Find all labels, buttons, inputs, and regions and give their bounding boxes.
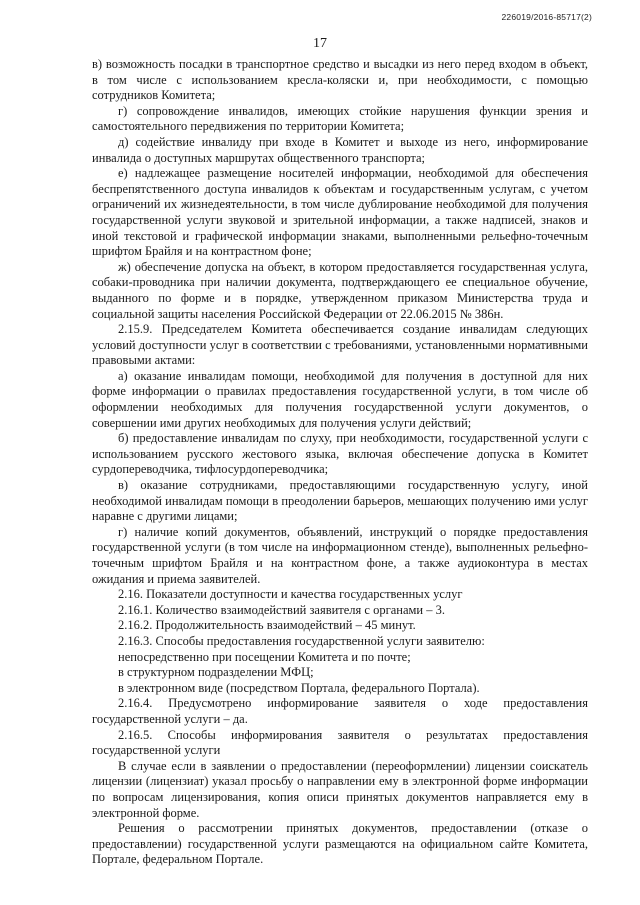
- paragraph-2-16-4: 2.16.4. Предусмотрено информирование заявителя о ходе предоставления государственной услуги – да.: [92, 696, 588, 726]
- paragraph-decisions-published: Решения о рассмотрении принятых документов, предоставлении (отказе о предоставлении) государственной услуги размещаются на официальном сайте Комитета, Портале, федеральном Портале.: [92, 821, 588, 867]
- paragraph-2-15-9: 2.15.9. Председателем Комитета обеспечивается создание инвалидам следующих условий доступности услуг в соответствии с требованиями, установленными нормативными правовыми актами:: [92, 322, 588, 368]
- paragraph-item-e-information-placement: е) надлежащее размещение носителей информации, необходимой для обеспечения беспрепятственного доступа инвалидов к объектам и государственным услугам, с учетом ограничений их жизнедеятельности, в том числе дублирование необходимой для получения государственной услуги звуковой и зрительной информации, а также надписей, знаков и иной текстовой и графической информации знаками, выполненными рельефно-точечным шрифтом Брайля и на контрастном фоне;: [92, 166, 588, 259]
- paragraph-item-v-staff-help: в) оказание сотрудниками, предоставляющими государственную услугу, иной необходимой инвалидам помощи в преодолении барьеров, мешающих получению ими услуг наравне с другими лицами;: [92, 478, 588, 524]
- paragraph-item-d-assistance: д) содействие инвалиду при входе в Комитет и выходе из него, информирование инвалида о доступных маршрутах общественного транспорта;: [92, 134, 588, 165]
- paragraph-item-g-braille-copies: г) наличие копий документов, объявлений, инструкций о порядке предоставления государственной услуги (в том числе на информационном стенде), выполненных рельефно-точечным шрифтом Брайля и на контрастном фоне, а также аудиоконтура в местах ожидания и приема заявителей.: [92, 524, 588, 586]
- paragraph-item-zh-guide-dog: ж) обеспечение допуска на объект, в котором предоставляется государственная услуга, собаки-проводника при наличии документа, подтверждающего ее специальное обучение, выданного по форме и в порядке, утвержденном приказом Министерства труда и социальной защиты населения Российской Федерации от 22.06.2015 № 386н.: [92, 259, 588, 321]
- list-item-in-person: непосредственно при посещении Комитета и по почте;: [118, 649, 411, 664]
- paragraph-2-16-5: 2.16.5. Способы информирования заявителя о результатах предоставления государственной услуги: [92, 727, 588, 758]
- paragraph-electronic-notice: В случае если в заявлении о предоставлении (переоформлении) лицензии соискатель лицензии (лицензиат) указал просьбу о направлении ему в электронной форме информации по вопросам лицензирования, копия описи принятых документов направляется ему в электронной форме.: [92, 758, 588, 820]
- document-registration-number: 226019/2016-85717(2): [501, 12, 592, 22]
- paragraph-item-v-boarding: в) возможность посадки в транспортное средство и высадки из него перед входом в объект, в том числе с использованием кресла-коляски и, при необходимости, с помощью сотрудников Комитета;: [92, 57, 588, 103]
- paragraph-2-16-2: 2.16.2. Продолжительность взаимодействий – 45 минут.: [118, 618, 416, 633]
- paragraph-item-b-sign-language: б) предоставление инвалидам по слуху, при необходимости, государственной услуги с использованием русского жестового языка, включая обеспечение допуска в Комитет сурдопереводчика, тифлосурдопереводчика;: [92, 431, 588, 477]
- page-number: 17: [313, 36, 327, 51]
- list-item-mfc: в структурном подразделении МФЦ;: [118, 665, 314, 680]
- paragraph-item-a-help: а) оказание инвалидам помощи, необходимой для получения в доступной для них форме информации о правилах предоставления государственной услуги, в том числе об оформлении необходимых для получения государственной услуги документов, о совершении ими других необходимых для получения услуги действий;: [92, 368, 588, 430]
- paragraph-2-16-1: 2.16.1. Количество взаимодействий заявителя с органами – 3.: [118, 602, 445, 617]
- paragraph-2-16-3: 2.16.3. Способы предоставления государственной услуги заявителю:: [118, 633, 485, 648]
- list-item-electronic: в электронном виде (посредством Портала, федерального Портала).: [118, 680, 480, 695]
- section-heading-2-16: 2.16. Показатели доступности и качества государственных услуг: [118, 587, 463, 602]
- paragraph-item-g-escort: г) сопровождение инвалидов, имеющих стойкие нарушения функции зрения и самостоятельного передвижения по территории Комитета;: [92, 103, 588, 134]
- document-body: [92, 57, 588, 868]
